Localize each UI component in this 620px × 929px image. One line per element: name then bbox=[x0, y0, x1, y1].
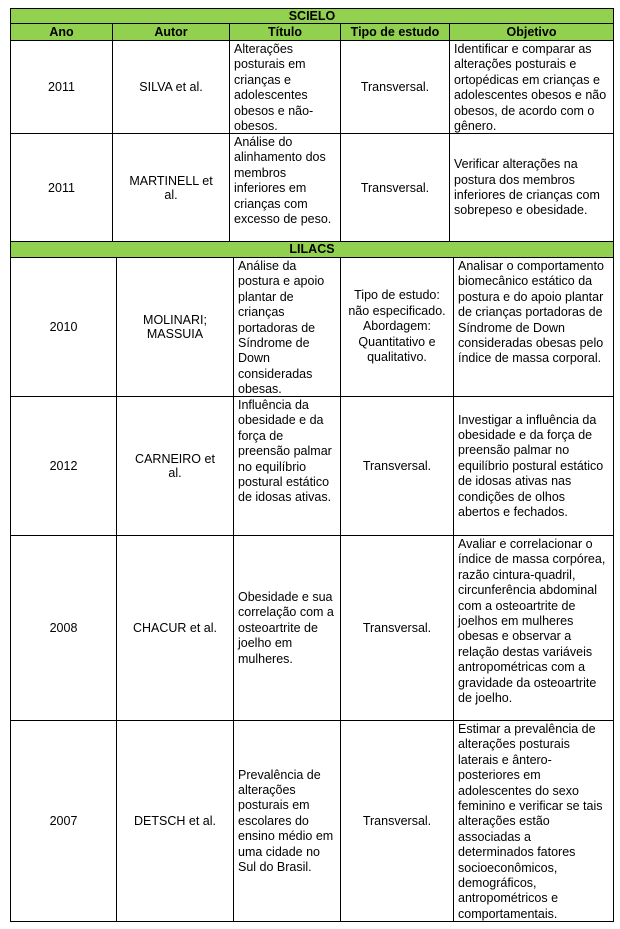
cell-ano: 2012 bbox=[11, 397, 117, 535]
cell-objetivo: Investigar a influência da obesidade e da força de preensão palmar no equilíbrio postural estático de idosas ativas nas condições de olhos abertos e fechados. bbox=[458, 412, 604, 520]
cell-titulo: Alterações posturais em crianças e adolescentes obesos e não-obesos. bbox=[230, 41, 341, 133]
cell-autor: SILVA et al. bbox=[113, 41, 230, 133]
cell-objetivo: Estimar a prevalência de alterações posturais laterais e ântero-posteriores em adolescentes do sexo feminino e verificar se tais alterações estão associadas a determinados fatores socioeconômicos, demográficos, antropométricos e comportamentais. bbox=[458, 722, 603, 921]
table-row bbox=[10, 134, 614, 242]
header-objetivo: Objetivo bbox=[506, 24, 557, 39]
cell-titulo: Prevalência de alterações posturais em escolares do ensino médio em uma cidade no Sul do Brasil. bbox=[234, 721, 341, 921]
cell-tipo: Tipo de estudo: não especificado. Abordagem: Quantitativo e qualitativo. bbox=[341, 258, 454, 396]
cell-titulo: Obesidade e sua correlação com a osteoartrite de joelho em mulheres. bbox=[234, 536, 341, 720]
cell-titulo: Análise do alinhamento dos membros inferiores em crianças com excesso de peso. bbox=[230, 134, 341, 241]
cell-objetivo: Analisar o comportamento biomecânico estático da postura e do apoio plantar de crianças portadoras de Síndrome de Down consideradas obesas pelo índice de massa corporal. bbox=[458, 259, 604, 366]
cell-tipo: Transversal. bbox=[341, 397, 454, 535]
cell-autor: CARNEIRO et al. bbox=[117, 397, 234, 535]
cell-titulo: Análise da postura e apoio plantar de crianças portadoras de Síndrome de Down consideradas obesas. bbox=[234, 258, 341, 396]
studies-table bbox=[10, 8, 614, 922]
table-row bbox=[10, 397, 614, 536]
cell-autor: CHACUR et al. bbox=[117, 536, 234, 720]
table-row bbox=[10, 258, 614, 397]
cell-tipo: Transversal. bbox=[341, 41, 450, 133]
header-autor: Autor bbox=[113, 24, 230, 40]
cell-ano: 2011 bbox=[11, 134, 113, 241]
cell-ano: 2010 bbox=[11, 258, 117, 396]
header-titulo: Título bbox=[230, 24, 341, 40]
section-title: LILACS bbox=[289, 242, 335, 256]
table-row bbox=[10, 721, 614, 922]
cell-ano: 2011 bbox=[11, 41, 113, 133]
section-title: SCIELO bbox=[288, 9, 336, 23]
cell-objetivo: Verificar alterações na postura dos membros inferiores de crianças com sobrepeso e obesidade. bbox=[454, 157, 600, 218]
section-header-lilacs bbox=[10, 242, 614, 258]
cell-autor: MARTINELL et al. bbox=[113, 134, 230, 241]
cell-autor: DETSCH et al. bbox=[117, 721, 234, 921]
cell-objetivo: Identificar e comparar as alterações posturais e ortopédicas em crianças e adolescentes obesos e não obesos, de acordo com o gênero. bbox=[454, 42, 607, 134]
cell-autor: MOLINARI; MASSUIA bbox=[117, 258, 234, 396]
cell-ano: 2007 bbox=[11, 721, 117, 921]
cell-objetivo: Avaliar e correlacionar o índice de massa corpórea, razão cintura-quadril, circunferência abdominal com a osteoartrite de joelhos em mulheres obesas e observar a relação destas variáveis antropométricas com a gravidade da osteoartrite de joelho. bbox=[458, 537, 606, 706]
header-tipo: Tipo de estudo bbox=[341, 24, 450, 40]
table-header-row bbox=[10, 24, 614, 41]
cell-tipo: Transversal. bbox=[341, 721, 454, 921]
table-row bbox=[10, 536, 614, 721]
cell-ano: 2008 bbox=[11, 536, 117, 720]
section-header-scielo bbox=[10, 8, 614, 24]
cell-tipo: Transversal. bbox=[341, 536, 454, 720]
cell-titulo: Influência da obesidade e da força de preensão palmar no equilíbrio postural estático de idosas ativas. bbox=[234, 397, 341, 535]
cell-tipo: Transversal. bbox=[341, 134, 450, 241]
header-ano: Ano bbox=[11, 24, 113, 40]
table-row bbox=[10, 41, 614, 134]
